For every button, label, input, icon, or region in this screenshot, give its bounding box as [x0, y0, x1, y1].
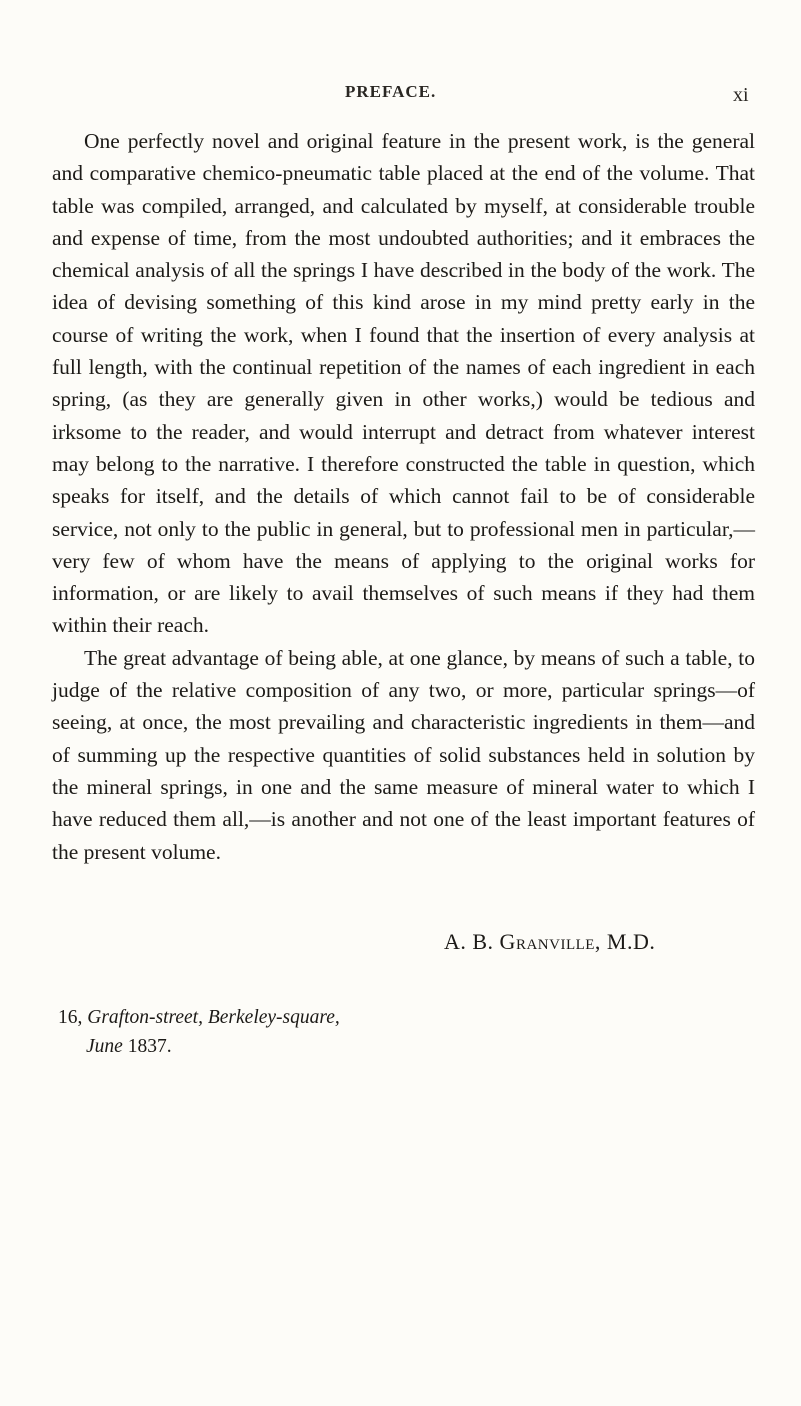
signature-text: A. B. Granville, M.D.: [444, 929, 656, 954]
address-block: [58, 1003, 340, 1061]
date-year: 1837.: [127, 1036, 172, 1057]
house-number: 16,: [58, 1007, 88, 1028]
street-name: Grafton-street, Berkeley-square,: [87, 1007, 340, 1028]
paragraph-2: The great advantage of being able, at one glance, by means of such a table, to judge of the relative composition of any two, or more, particular springs—of seeing, at once, the most prevailing and characteristic ingredients in them—and of summing up the respective quantities of solid substances held in solution by the mineral springs, in one and the same measure of mineral water to which I have reduced them all,—is another and not one of the least important features of the present volume.: [52, 645, 755, 864]
paragraph-1: One perfectly novel and original feature in the present work, is the general and comparative chemico-pneumatic table placed at the end of the volume. That table was compiled, arranged, and calculated by myself, at considerable trouble and expense of time, from the most undoubted authorities; and it embraces the chemical analysis of all the springs I have described in the body of the work. The idea of devising something of this kind arose in my mind pretty early in the course of writing the work, when I found that the insertion of every analysis at full length, with the continual repetition of the names of each ingredient in each spring, (as they are generally given in other works,) would be tedious and irksome to the reader, and would interrupt and detract from whatever interest may belong to the narrative. I therefore constructed the table in question, which speaks for itself, and the details of which cannot fail to be of considerable service, not only to the public in general, but to professional men in particular,—very few of whom have the means of applying to the original works for information, or are likely to avail themselves of such means if they had them within their reach.: [52, 129, 755, 638]
running-head: [0, 82, 801, 108]
address-line-1: [58, 1003, 340, 1032]
page-number: xi: [733, 84, 749, 106]
address-line-2: [58, 1032, 340, 1061]
preface-body: [52, 125, 755, 868]
author-signature: [444, 929, 655, 955]
date-month: June: [86, 1036, 128, 1057]
running-title: PREFACE.: [345, 82, 437, 101]
